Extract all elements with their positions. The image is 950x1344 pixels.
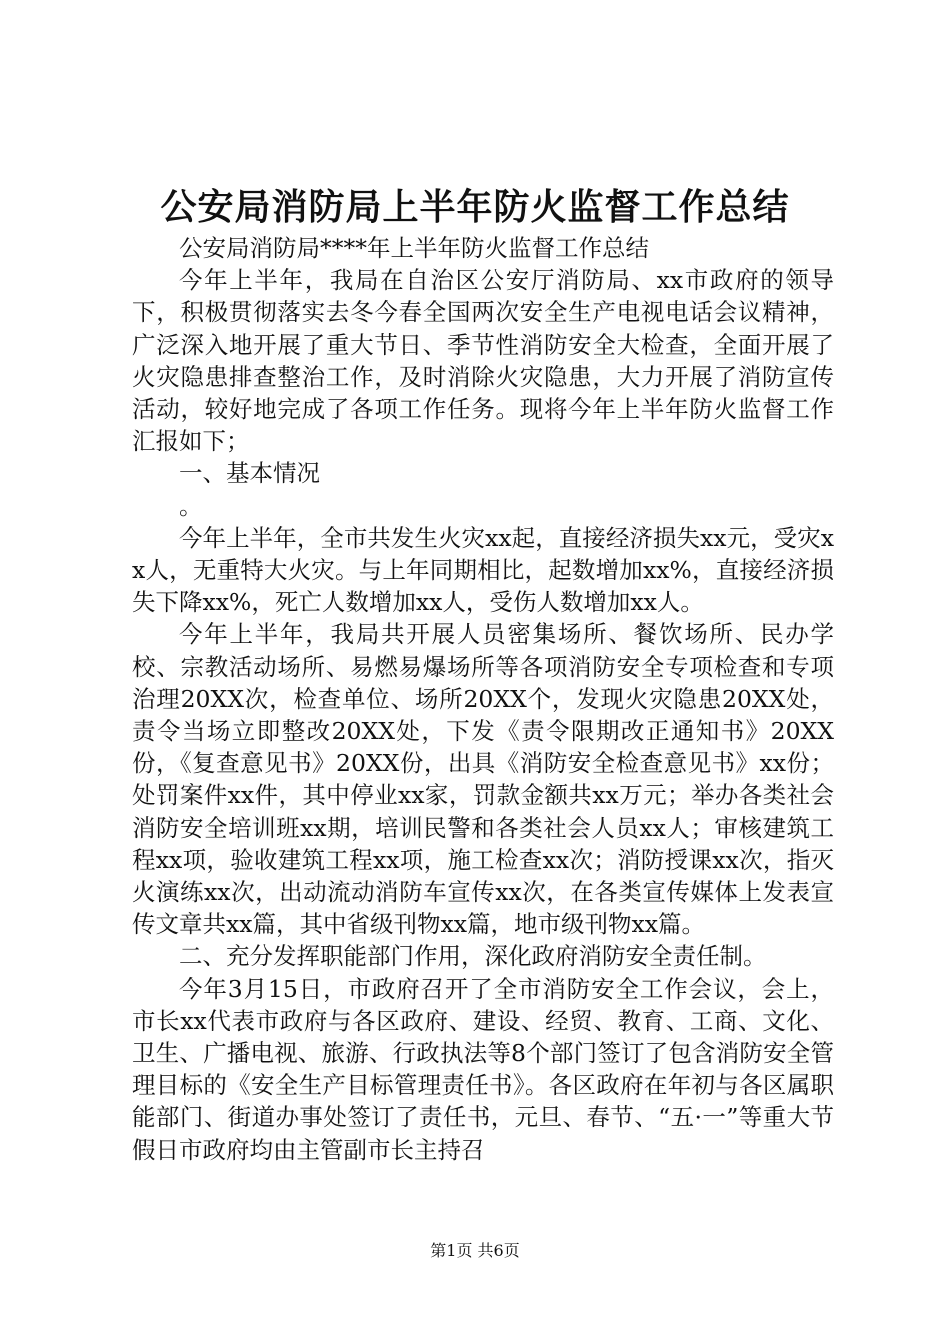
section-heading-basic-situation: 一、基本情况 bbox=[179, 459, 320, 488]
section-heading-responsibility: 二、充分发挥职能部门作用，深化政府消防安全责任制。 bbox=[179, 942, 767, 971]
page-footer: 第1页 共6页 bbox=[430, 1241, 520, 1260]
document-body bbox=[132, 232, 834, 1166]
paragraph-intro: 今年上半年，我局在自治区公安厅消防局、xx市政府的领导下，积极贯彻落实去冬今春全国两次安全生产电视电话会议精神，广泛深入地开展了重大节日、季节性消防安全大检查，全面开展了火灾隐患排查整治工作，及时消除火灾隐患，大力开展了消防宣传活动，较好地完成了各项工作任务。现将今年上半年防火监督工作汇报如下； bbox=[132, 266, 834, 456]
paragraph-meeting: 今年3月15日，市政府召开了全市消防安全工作会议，会上，市长xx代表市政府与各区政府、建设、经贸、教育、工商、文化、卫生、广播电视、旅游、行政执法等8个部门签订了包含消防安全管理目标的《安全生产目标管理责任书》。各区政府在年初与各区属职能部门、街道办事处签订了责任书，元旦、春节、“五·一”等重大节假日市政府均由主管副市长主持召 bbox=[132, 974, 834, 1164]
paragraph-fire-statistics: 今年上半年，全市共发生火灾xx起，直接经济损失xx元，受灾xx人，无重特大火灾。与上年同期相比，起数增加xx%，直接经济损失下降xx%，死亡人数增加xx人，受伤人数增加xx人。 bbox=[132, 523, 834, 617]
paragraph-period-mark: 。 bbox=[179, 491, 203, 520]
paragraph-inspection-work: 今年上半年，我局共开展人员密集场所、餐饮场所、民办学校、宗教活动场所、易燃易爆场所等各项消防安全专项检查和专项治理20XX次，检查单位、场所20XX个，发现火灾隐患20XX处，责令当场立即整改20XX处，下发《责令限期改正通知书》20XX份，《复查意见书》20XX份，出具《消防安全检查意见书》xx份；处罚案件xx件，其中停业xx家，罚款金额共xx万元；举办各类社会消防安全培训班xx期，培训民警和各类社会人员xx人；审核建筑工程xx项，验收建筑工程xx项，施工检查xx次；消防授课xx次，指灭火演练xx次，出动流动消防车宣传xx次，在各类宣传媒体上发表宣传文章共xx篇，其中省级刊物xx篇，地市级刊物xx篇。 bbox=[132, 620, 834, 939]
document-title: 公安局消防局上半年防火监督工作总结 bbox=[160, 187, 790, 228]
paragraph-subtitle: 公安局消防局****年上半年防火监督工作总结 bbox=[179, 234, 649, 262]
